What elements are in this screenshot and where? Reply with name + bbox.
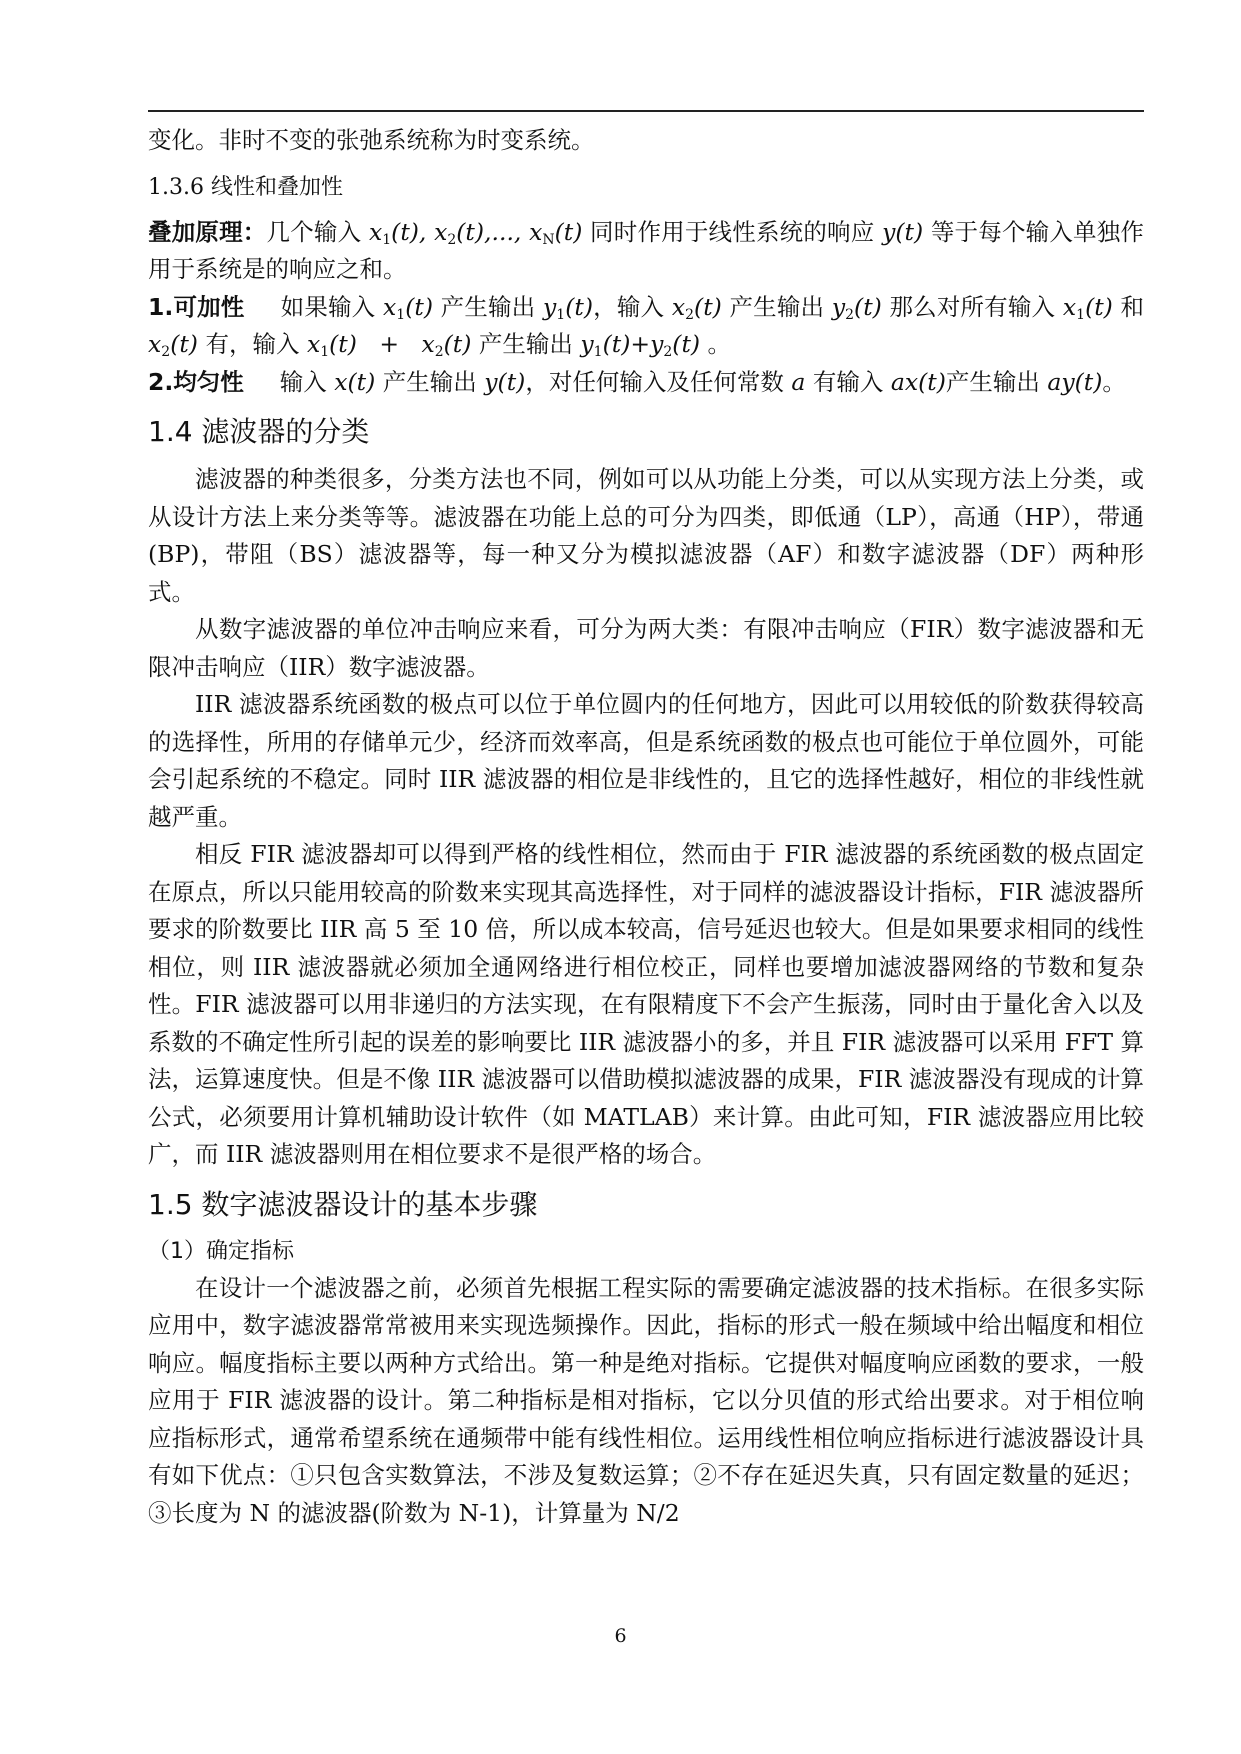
step-1-heading: （1）确定指标 [148, 1238, 294, 1264]
continuation-line: 变化。非时不变的张弛系统称为时变系统。 [148, 126, 595, 154]
header-rule [148, 110, 1144, 112]
section-1-3-6-heading: 1.3.6 线性和叠加性 [148, 174, 343, 200]
homogeneity-label: 2.均匀性 [148, 367, 244, 396]
page-content [148, 122, 1144, 1532]
s14-paragraph-3: IIR 滤波器系统函数的极点可以位于单位圆内的任何地方，因此可以用较低的阶数获得较高的选择性，所用的存储单元少，经济而效率高，但是系统函数的极点也可能位于单位圆外，可能会引起系统的不稳定。同时 IIR 滤波器的相位是非线性的，且它的选择性越好，相位的非线性就越严重。 [148, 690, 1144, 831]
superposition-label: 叠加原理： [148, 217, 267, 246]
s14-paragraph-2: 从数字滤波器的单位冲击响应来看，可分为两大类：有限冲击响应（FIR）数字滤波器和无限冲击响应（IIR）数字滤波器。 [148, 615, 1144, 681]
section-1-5-heading: 1.5 数字滤波器设计的基本步骤 [148, 1187, 538, 1221]
page-number: 6 [614, 1625, 627, 1647]
section-1-4-heading: 1.4 滤波器的分类 [148, 415, 370, 448]
superposition-paragraph: 叠加原理：几个输入 $x_1(t)$, $x_2(t)$,..., $x_N(t)$ 同时作用于线性系统的响应 y(t) 等于每个输入单独作用于系统是的响应之和。 [148, 217, 1144, 283]
additivity-label: 1.可加性 [148, 292, 245, 321]
homogeneity-paragraph: 2.均匀性 输入 x(t) 产生输出 y(t)，对任何输入及任何常数 a 有输入 ax(t)产生输出 ay(t)。 [148, 367, 1126, 396]
step-1-paragraph: 在设计一个滤波器之前，必须首先根据工程实际的需要确定滤波器的技术指标。在很多实际应用中，数字滤波器常常被用来实现选频操作。因此，指标的形式一般在频域中给出幅度和相位响应。幅度指标主要以两种方式给出。第一种是绝对指标。它提供对幅度响应函数的要求，一般应用于 FIR 滤波器的设计。第二种指标是相对指标，它以分贝值的形式给出要求。对于相位响应指标形式，通常希望系统在通频带中能有线性相位。运用线性相位响应指标进行滤波器设计具有如下优点：①只包含实数算法，不涉及复数运算；②不存在延迟失真，只有固定数量的延迟；③长度为 N 的滤波器(阶数为 N-1)，计算量为 N/2 [148, 1273, 1144, 1527]
s14-paragraph-4: 相反 FIR 滤波器却可以得到严格的线性相位，然而由于 FIR 滤波器的系统函数的极点固定在原点，所以只能用较高的阶数来实现其高选择性，对于同样的滤波器设计指标，FIR 滤波器所要求的阶数要比 IIR 高 5 至 10 倍，所以成本较高，信号延迟也较大。但是如果要求相同的线性相位，则 IIR 滤波器就必须加全通网络进行相位校正，同样也要增加滤波器网络的节数和复杂性。FIR 滤波器可以用非递归的方法实现，在有限精度下不会产生振荡，同时由于量化舍入以及系数的不确定性所引起的误差的影响要比 IIR 滤波器小的多，并且 FIR 滤波器可以采用 FFT 算法，运算速度快。但是不像 IIR 滤波器可以借助模拟滤波器的成果，FIR 滤波器没有现成的计算公式，必须要用计算机辅助设计软件（如 MATLAB）来计算。由此可知，FIR 滤波器应用比较广，而 IIR 滤波器则用在相位要求不是很严格的场合。 [148, 840, 1144, 1168]
additivity-paragraph: 1.可加性 如果输入 $x_1(t)$ 产生输出 $y_1(t)$，输入 $x_2(t)$ 产生输出 $y_2(t)$ 那么对所有输入 $x_1(t)$ 和 $x_2(t)$ 有，输入 $x_1(t)$ + $x_2(t)$ 产生输出 $y_1(t)+y_2(t)$ 。 [148, 292, 1144, 360]
s14-paragraph-1: 滤波器的种类很多，分类方法也不同，例如可以从功能上分类，可以从实现方法上分类，或从设计方法上来分类等等。滤波器在功能上总的可分为四类，即低通（LP），高通（HP），带通(BP)，带阻（BS）滤波器等，每一种又分为模拟滤波器（AF）和数字滤波器（DF）两种形式。 [148, 465, 1144, 606]
